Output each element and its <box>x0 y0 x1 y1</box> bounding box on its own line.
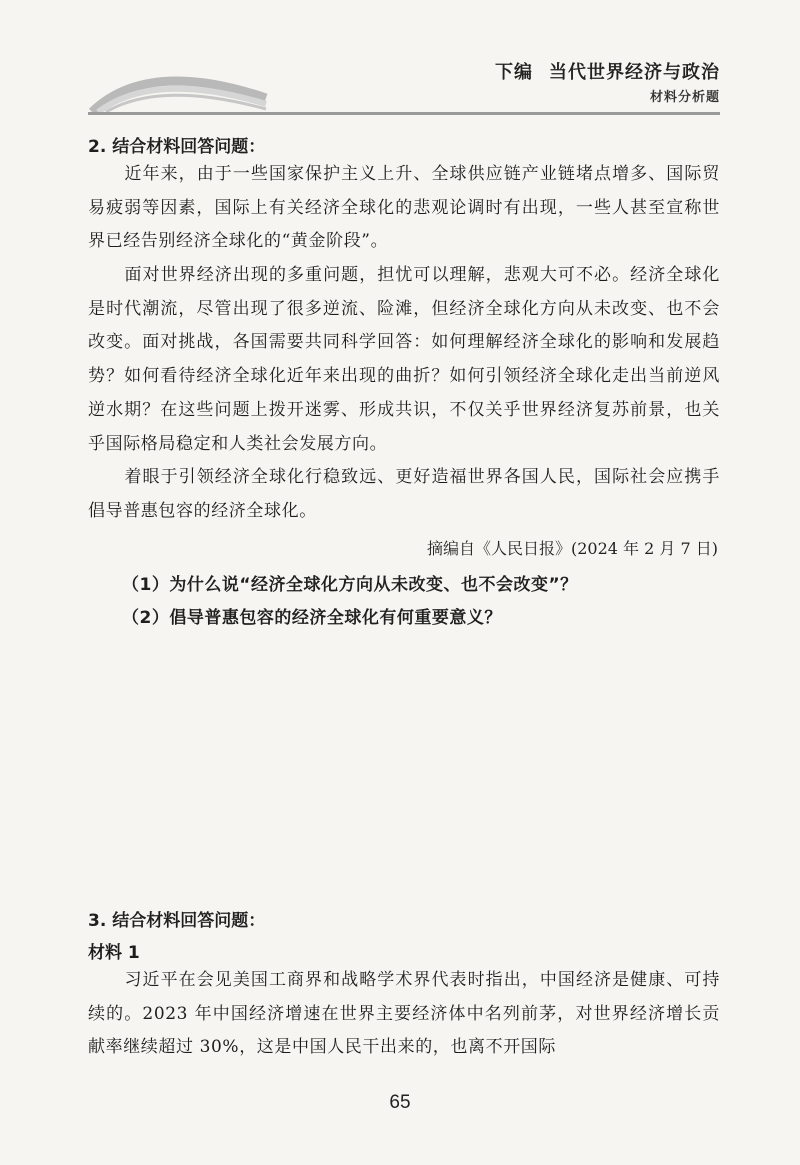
header-title <box>495 58 720 84</box>
header-book-title: 当代世界经济与政治 <box>549 62 720 83</box>
q2-question-1: （1）为什么说“经济全球化方向从未改变、也不会改变”？ <box>122 575 578 595</box>
q2-paragraph-2: 面对世界经济出现的多重问题，担忧可以理解，悲观大可不必。经济全球化是时代潮流，尽管出现了很多逆流、险滩，但经济全球化方向从未改变、也不会改变。面对挑战，各国需要共同科学回答：如何理解经济全球化的影响和发展趋势？如何看待经济全球化近年来出现的曲折？如何引领经济全球化走出当前逆风逆水期？在这些问题上拨开迷雾、形成共识，不仅关乎世界经济复苏前景，也关乎国际格局稳定和人类社会发展方向。 <box>88 265 720 454</box>
q2-source: 摘编自《人民日报》(2024 年 2 月 7 日) <box>427 539 718 558</box>
q3-material-label: 材料 1 <box>88 943 140 963</box>
q2-question-2: （2）倡导普惠包容的经济全球化有何重要意义？ <box>122 608 502 628</box>
q3-heading: 3. 结合材料回答问题： <box>88 911 266 931</box>
header-arc-decoration <box>88 62 268 114</box>
q3-paragraph-1: 习近平在会见美国工商界和战略学术界代表时指出，中国经济是健康、可持续的。2023 年中国经济增速在世界主要经济体中名列前茅，对世界经济增长贡献率继续超过 30%，这是中国人民干出来的，也离不开国际 <box>88 970 720 1058</box>
q2-paragraph-3: 着眼于引领经济全球化行稳致远、更好造福世界各国人民，国际社会应携手倡导普惠包容的经济全球化。 <box>88 467 720 521</box>
q2-heading: 2. 结合材料回答问题： <box>88 137 266 157</box>
header-rule <box>88 112 720 115</box>
q2-paragraph-1: 近年来，由于一些国家保护主义上升、全球供应链产业链堵点增多、国际贸易疲弱等因素，国际上有关经济全球化的悲观论调时有出现，一些人甚至宣称世界已经告别经济全球化的“黄金阶段”。 <box>88 164 720 252</box>
page-number: 65 <box>389 1092 411 1113</box>
header-section: 材料分析题 <box>649 90 720 105</box>
header-part: 下编 <box>495 62 533 83</box>
